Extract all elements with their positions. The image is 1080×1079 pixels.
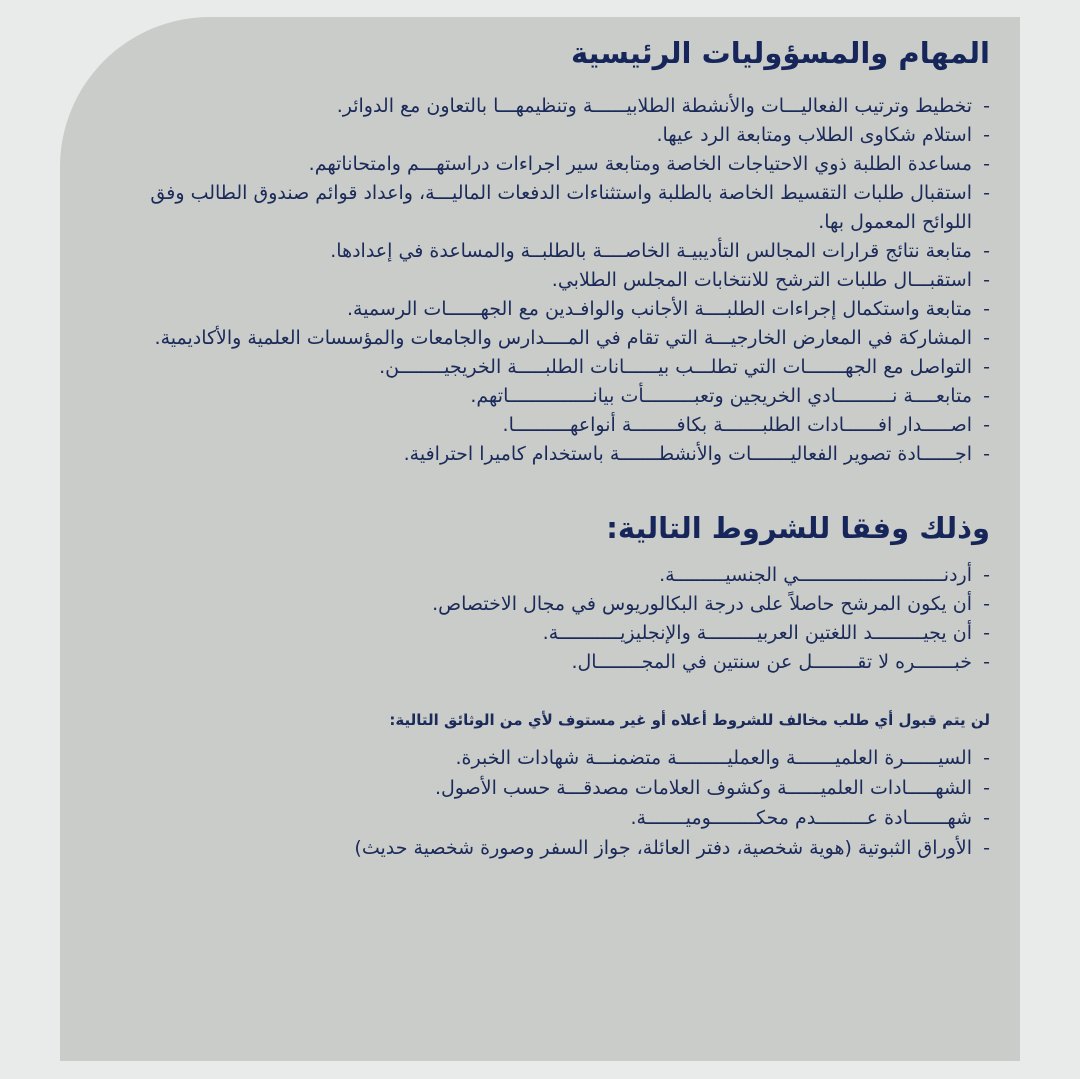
list-item: - الشهـــــادات العلميــــــة وكشوف العلامات مصدقـــة حسب الأصول. <box>95 773 990 803</box>
list-item: - التواصل مع الجهـــــــات التي تطلـــب بيــــــانات الطلبـــــة الخريجيــــــــن. <box>95 353 990 382</box>
responsibilities-list <box>95 92 990 469</box>
job-description <box>95 30 990 863</box>
list-item: - المشاركة في المعارض الخارجيـــة التي تقام في المــــدارس والجامعات والمؤسسات العلمية والأكاديمية. <box>95 324 990 353</box>
list-item: - متابعة نتائج قرارات المجالس التأديبيـة الخاصــــة بالطلبــة والمساعدة في إعدادها. <box>95 237 990 266</box>
list-item: - أن يكون المرشح حاصلاً على درجة البكالوريوس في مجال الاختصاص. <box>95 590 990 619</box>
list-item: - اجــــــادة تصوير الفعاليـــــــات والأنشطـــــــة باستخدام كاميرا احترافية. <box>95 440 990 469</box>
list-item: - استلام شكاوى الطلاب ومتابعة الرد عيها. <box>95 121 990 150</box>
list-item: - اصـــــدار افــــــادات الطلبـــــــة بكافــــــــة أنواعهــــــــــا. <box>95 411 990 440</box>
list-item: - استقبـــال طلبات الترشح للانتخابات المجلس الطلابي. <box>95 266 990 295</box>
list-item: - الأوراق الثبوتية (هوية شخصية، دفتر العائلة، جواز السفر وصورة شخصية حديث) <box>95 833 990 863</box>
list-item: - شهـــــــادة عـــــــــدم محكــــــــوميـــــــة. <box>95 803 990 833</box>
list-item: - متابعة واستكمال إجراءات الطلبــــة الأجانب والوافـدين مع الجهــــــات الرسمية. <box>95 295 990 324</box>
list-item: - متابعــــة نــــــــــادي الخريجين وتعبـــــــــأت بيانـــــــــــــــاتهم. <box>95 382 990 411</box>
list-item: - أردنــــــــــــــــــــــــــي الجنسيـــــــــة. <box>95 561 990 590</box>
list-item: - أن يجيـــــــــد اللغتين العربيـــــــــة والإنجليزيـــــــــــة. <box>95 619 990 648</box>
conditions-title: وذلك وفقا للشروط التالية: <box>606 511 990 545</box>
documents-list <box>95 743 990 863</box>
list-item: - السيــــــرة العلميـــــــة والعمليـــــــــة متضمنـــة شهادات الخبرة. <box>95 743 990 773</box>
list-item: - خبـــــــره لا تقــــــــل عن سنتين في المجــــــــال. <box>95 648 990 677</box>
responsibilities-title: المهام والمسؤوليات الرئيسية <box>570 36 990 70</box>
list-item: - تخطيط وترتيب الفعاليـــات والأنشطة الطلابيــــــة وتنظيمهـــا بالتعاون مع الدوائر. <box>95 92 990 121</box>
conditions-list <box>95 561 990 677</box>
list-item: - مساعدة الطلبة ذوي الاحتياجات الخاصة ومتابعة سير اجراءات دراستهـــم وامتحاناتهم. <box>95 150 990 179</box>
documents-note: لن يتم قبول أي طلب مخالف للشروط أعلاه أو غير مستوف لأي من الوثائق التالية: <box>389 711 990 729</box>
list-item: - استقبال طلبات التقسيط الخاصة بالطلبة واستثناءات الدفعات الماليـــة، واعداد قوائم صندوق الطالب وفق اللوائح المعمول بها. <box>95 179 990 237</box>
